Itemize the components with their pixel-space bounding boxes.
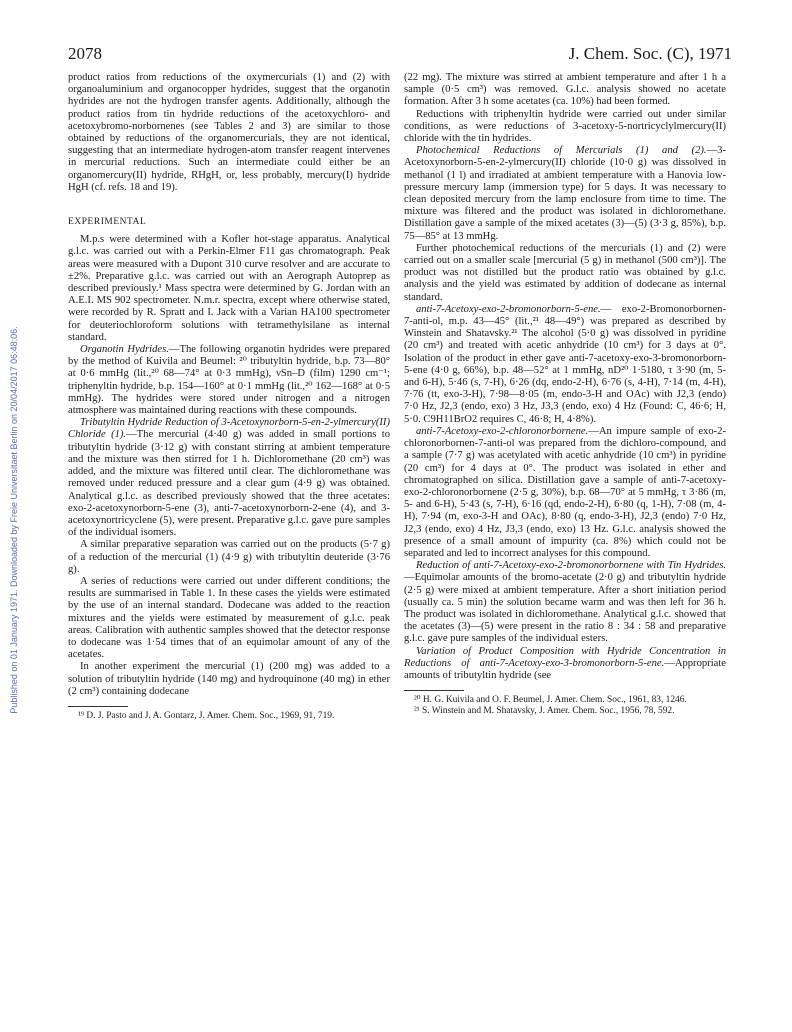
series-paragraph: A series of reductions were carried out under different conditions; the results are summarised in Table 1. In these cases the yields were estimated by the use of an internal standard. Dodecane was added to the reaction mixtures and the yields were estimated by measurement of g.l.c. peak areas. Calibration with authentic samples showed that the detector response to dodecane was 1·54 times that of an equimolar amount of any of the acetates. <box>68 575 390 661</box>
organotin-body: —The following organotin hydrides were prepared by the method of Kuivila and Beumel: ²⁰ tributyltin hydride, b.p. 73—80° at 0·6 mmHg (lit.,²⁰ 68—74° at 0·3 mmHg), νSn–D (film) 1290 cm⁻¹; triphenyltin hydride, b.p. 154—160° at 0·1 mmHg (lit.,²⁰ 162—168° at 0·5 mmHg). The hydrides were stored under nitrogen and a nitrogen atmosphere was maintained during reactions with these compounds. <box>68 344 390 417</box>
footnote-rule <box>68 706 128 707</box>
footnote-21: ²¹ S. Winstein and M. Shatavsky, J. Amer. Chem. Soc., 1956, 78, 592. <box>414 706 675 717</box>
reduction-paragraph <box>404 560 726 645</box>
chloro-acetate-title: anti-7-Acetoxy-exo-2-chloronorbornene. <box>416 425 589 437</box>
page-number: 2078 <box>68 44 102 63</box>
journal-citation: J. Chem. Soc. (C), 1971 <box>568 44 732 63</box>
tributyltin-paragraph <box>68 417 390 539</box>
triphenyltin-paragraph: Reductions with triphenyltin hydride were carried out under similar conditions, as were reductions of 3-acetoxy-5-nortricyclylmercury(II) chloride with the tin hydrides. <box>404 108 726 145</box>
photochemical-paragraph <box>404 145 726 243</box>
tributyltin-title: Tributyltin Hydride Reduction of 3-Acetoxynorborn-5-en-2-ylmercury(II) Chloride (1). <box>68 417 390 441</box>
tributyltin-body: —The mercurial (4·40 g) was added in small portions to tributyltin hydride (3·12 g) with constant stirring at ambient temperature and the mixture was then stirred for 1 h. Dichloromethane (20 cm³) was added, and the mixture was filtered until clear. The dichloromethane was removed under reduced pressure and a clear gum (4·9 g) was obtained. Analytical g.l.c. as described previously showed that the three acetates: exo-2-acetoxynorborn-5-ene (3), anti-7-acetoxynorborn-2-ene (4), and 3-acetoxynortricyclene (5), were present. Preparative g.l.c. gave pure samples of the individual isomers. <box>68 429 390 539</box>
photochemical-title: Photochemical Reductions of Mercurials (1) and (2). <box>416 145 707 157</box>
bromo-acetate-body: — exo-2-Bromonorbornen-7-anti-ol, m.p. 43—45° (lit.,²¹ 48—49°) was prepared as described by Winstein and Shatavsky.²¹ The alcohol (5·0 g) was dissolved in pyridine (20 cm³) and treated with acetic anhydride (10 cm³) for 3 days at 0°. Isolation of the product in ether gave anti-7-acetoxy-exo-3-bromonorborn-5-ene (4·0 g, 66%), b.p. 48—52° at 1 mmHg, nD²⁰ 1·5180, τ 3·90 (m, 5- and 6-H), 5·46 (s, 7-H), 6·26 (dq, endo-2-H), 6·76 (s, 4-H), 7·14 (m, 4-H), 7·76 (tt, exo-3-H), 7·98—8·05 (m, endo-3-H and OAc) with J2,3 (endo) 7·0 Hz, J2,3 (endo, exo) 3 Hz, J3,3 (endo, exo) 4 Hz (Found: C, 46·6; H, 5·0. C9H11BrO2 requires C, 46·8; H, 4·8%). <box>404 303 726 425</box>
footnote-19: ¹⁹ D. J. Pasto and J. A. Gontarz, J. Amer. Chem. Soc., 1969, 91, 719. <box>78 710 335 721</box>
general-methods-paragraph: M.p.s were determined with a Kofler hot-stage apparatus. Analytical g.l.c. was carried out with a Perkin-Elmer F11 gas chromatograph. Peak areas were measured with a Dupont 310 curve resolver and are accurate to ±2%. Preparative g.l.c. was carried out with an Aerograph Autoprep as described previously.¹ Mass spectra were determined by G. Jordan with an A.E.I. MS 902 spectrometer. N.m.r. spectra, except where otherwise stated, were recorded by R. Spratt and I. Jack with a Varian HA100 spectrometer for deuteriochloroform solutions with tetramethylsilane as internal standard. <box>68 234 390 343</box>
left-column <box>68 72 390 722</box>
page-header <box>68 44 732 66</box>
organotin-paragraph <box>68 344 390 417</box>
variation-body: —Appropriate amounts of tributyltin hydride (see <box>404 657 726 681</box>
intro-paragraph: product ratios from reductions of the oxymercurials (1) and (2) with organoaluminium and organocopper hydrides, suggest that the organotin hydrides are not the hydrogen transfer agents. Additionally, although the product ratios from tin hydride reductions of the acetoxychloro- and acetoxybromo-norbornenes (see Tables 2 and 3) are similar to those obtained by reductions of the organomercurials, they are not identical, suggesting that an intermediate hydrogen-atom transfer reagent intervenes in mercurial reductions. Such an intermediate could either be an organomercury(II) hydride, RHgH, or, less probably, mercury(I) hydride HgH (cf. refs. 18 and 19). <box>68 72 390 193</box>
section-heading: EXPERIMENTAL <box>68 217 147 228</box>
right-column <box>404 72 726 717</box>
organotin-title: Organotin Hydrides. <box>80 344 169 356</box>
download-watermark-text: Published on 01 January 1971. Downloaded by Freie Universitaet Berlin on 20/04/2017 06:48:06. <box>9 326 19 714</box>
chloro-acetate-paragraph <box>404 426 726 560</box>
photochemical-body: —3-Acetoxynorborn-5-en-2-ylmercury(II) chloride (10·0 g) was dissolved in methanol (1 l) and irradiated at ambient temperature with a Hanovia low-pressure mercury lamp (immersion type) for 5 days. It was necessary to clean deposited mercury from the lamp enclosure from time to time. The mixture was filtered and the product was isolated in dichloromethane. Distillation gave a sample of the mixed acetates (3)—(5) (3·3 g, 85%), b.p. 75—85° at 13 mmHg. <box>404 145 726 242</box>
footnote-20: ²⁰ H. G. Kuivila and O. F. Beumel, J. Amer. Chem. Soc., 1961, 83, 1246. <box>414 695 687 706</box>
chloro-acetate-body: —An impure sample of exo-2-chloronorbornen-7-anti-ol was prepared from the dichloro-compound, and a sample (7·7 g) was acetylated with acetic anhydride (10 cm³) in pyridine (20 cm³) for 4 days at 0°. The product was isolated in ether and chromatographed on silica. Distillation gave a sample of anti-7-acetoxy-exo-2-chloronorbornene (2·5 g, 30%), b.p. 68—70° at 5 mmHg, τ 3·86 (m, 5- and 6-H), 5·43 (s, 7-H), 6·16 (qd, endo-2-H), 6·80 (q, 1-H), 7·08 (m, 4-H), 7·94 (m, exo-3-H and OAc), 8·80 (q, endo-3-H), J2,3 (endo) 7·0 Hz, J2,3 (endo, exo) 4 Hz, J3,3 (endo, exo) 13 Hz. G.l.c. analysis showed the presence of a small amount of impurity (ca. 8%) which could not be separated and led to incorrect analyses for this compound. <box>404 425 726 559</box>
bromo-acetate-paragraph <box>404 304 726 426</box>
reduction-title: Reduction of anti-7-Acetoxy-exo-2-bromonorbornene with Tin Hydrides. <box>416 560 726 572</box>
similar-separation-paragraph: A similar preparative separation was carried out on the products (5·7 g) of a reduction of the mercurial (1) (4·9 g) with tributyltin deuteride (3·76 g). <box>68 539 390 575</box>
variation-paragraph <box>404 646 726 683</box>
bromo-acetate-title: anti-7-Acetoxy-exo-2-bromonorborn-5-ene. <box>416 303 601 315</box>
further-photochemical-paragraph: Further photochemical reductions of the mercurials (1) and (2) were carried out on a smaller scale [mercurial (5 g) in methanol (500 cm³)]. The product was not distilled but the product ratio was obtained by g.l.c. analysis and the yield was estimated by addition of dodecane as internal standard. <box>404 242 726 303</box>
download-watermark <box>8 130 20 910</box>
another-experiment-paragraph: In another experiment the mercurial (1) (200 mg) was added to a solution of tributyltin hydride (140 mg) and hydroquinone (40 mg) in ether (2 cm³) containing dodecane <box>68 661 390 697</box>
reduction-body: —Equimolar amounts of the bromo-acetate (2·0 g) and tributyltin hydride (2·5 g) were mixed at ambient temperature. After a short initiation period (usually ca. 5 min) the solution became warm and was then left for 36 h. The product was isolated in dichloromethane. Analytical g.l.c. showed that the acetates (3)—(5) were present in the ratio 8 : 34 : 58 and preparative g.l.c. gave pure samples of the individual esters. <box>404 572 726 645</box>
continuation-paragraph: (22 mg). The mixture was stirred at ambient temperature and after 1 h a sample (0·5 cm³) was removed. G.l.c. analysis showed no acetate formation. After 3 h some acetates (ca. 10%) had been formed. <box>404 72 726 108</box>
footnote-rule-right <box>404 690 464 691</box>
variation-title: Variation of Product Composition with Hydride Concentration in Reductions of anti-7-Acetoxy-exo-3-bromonorborn-5-ene. <box>404 645 726 669</box>
